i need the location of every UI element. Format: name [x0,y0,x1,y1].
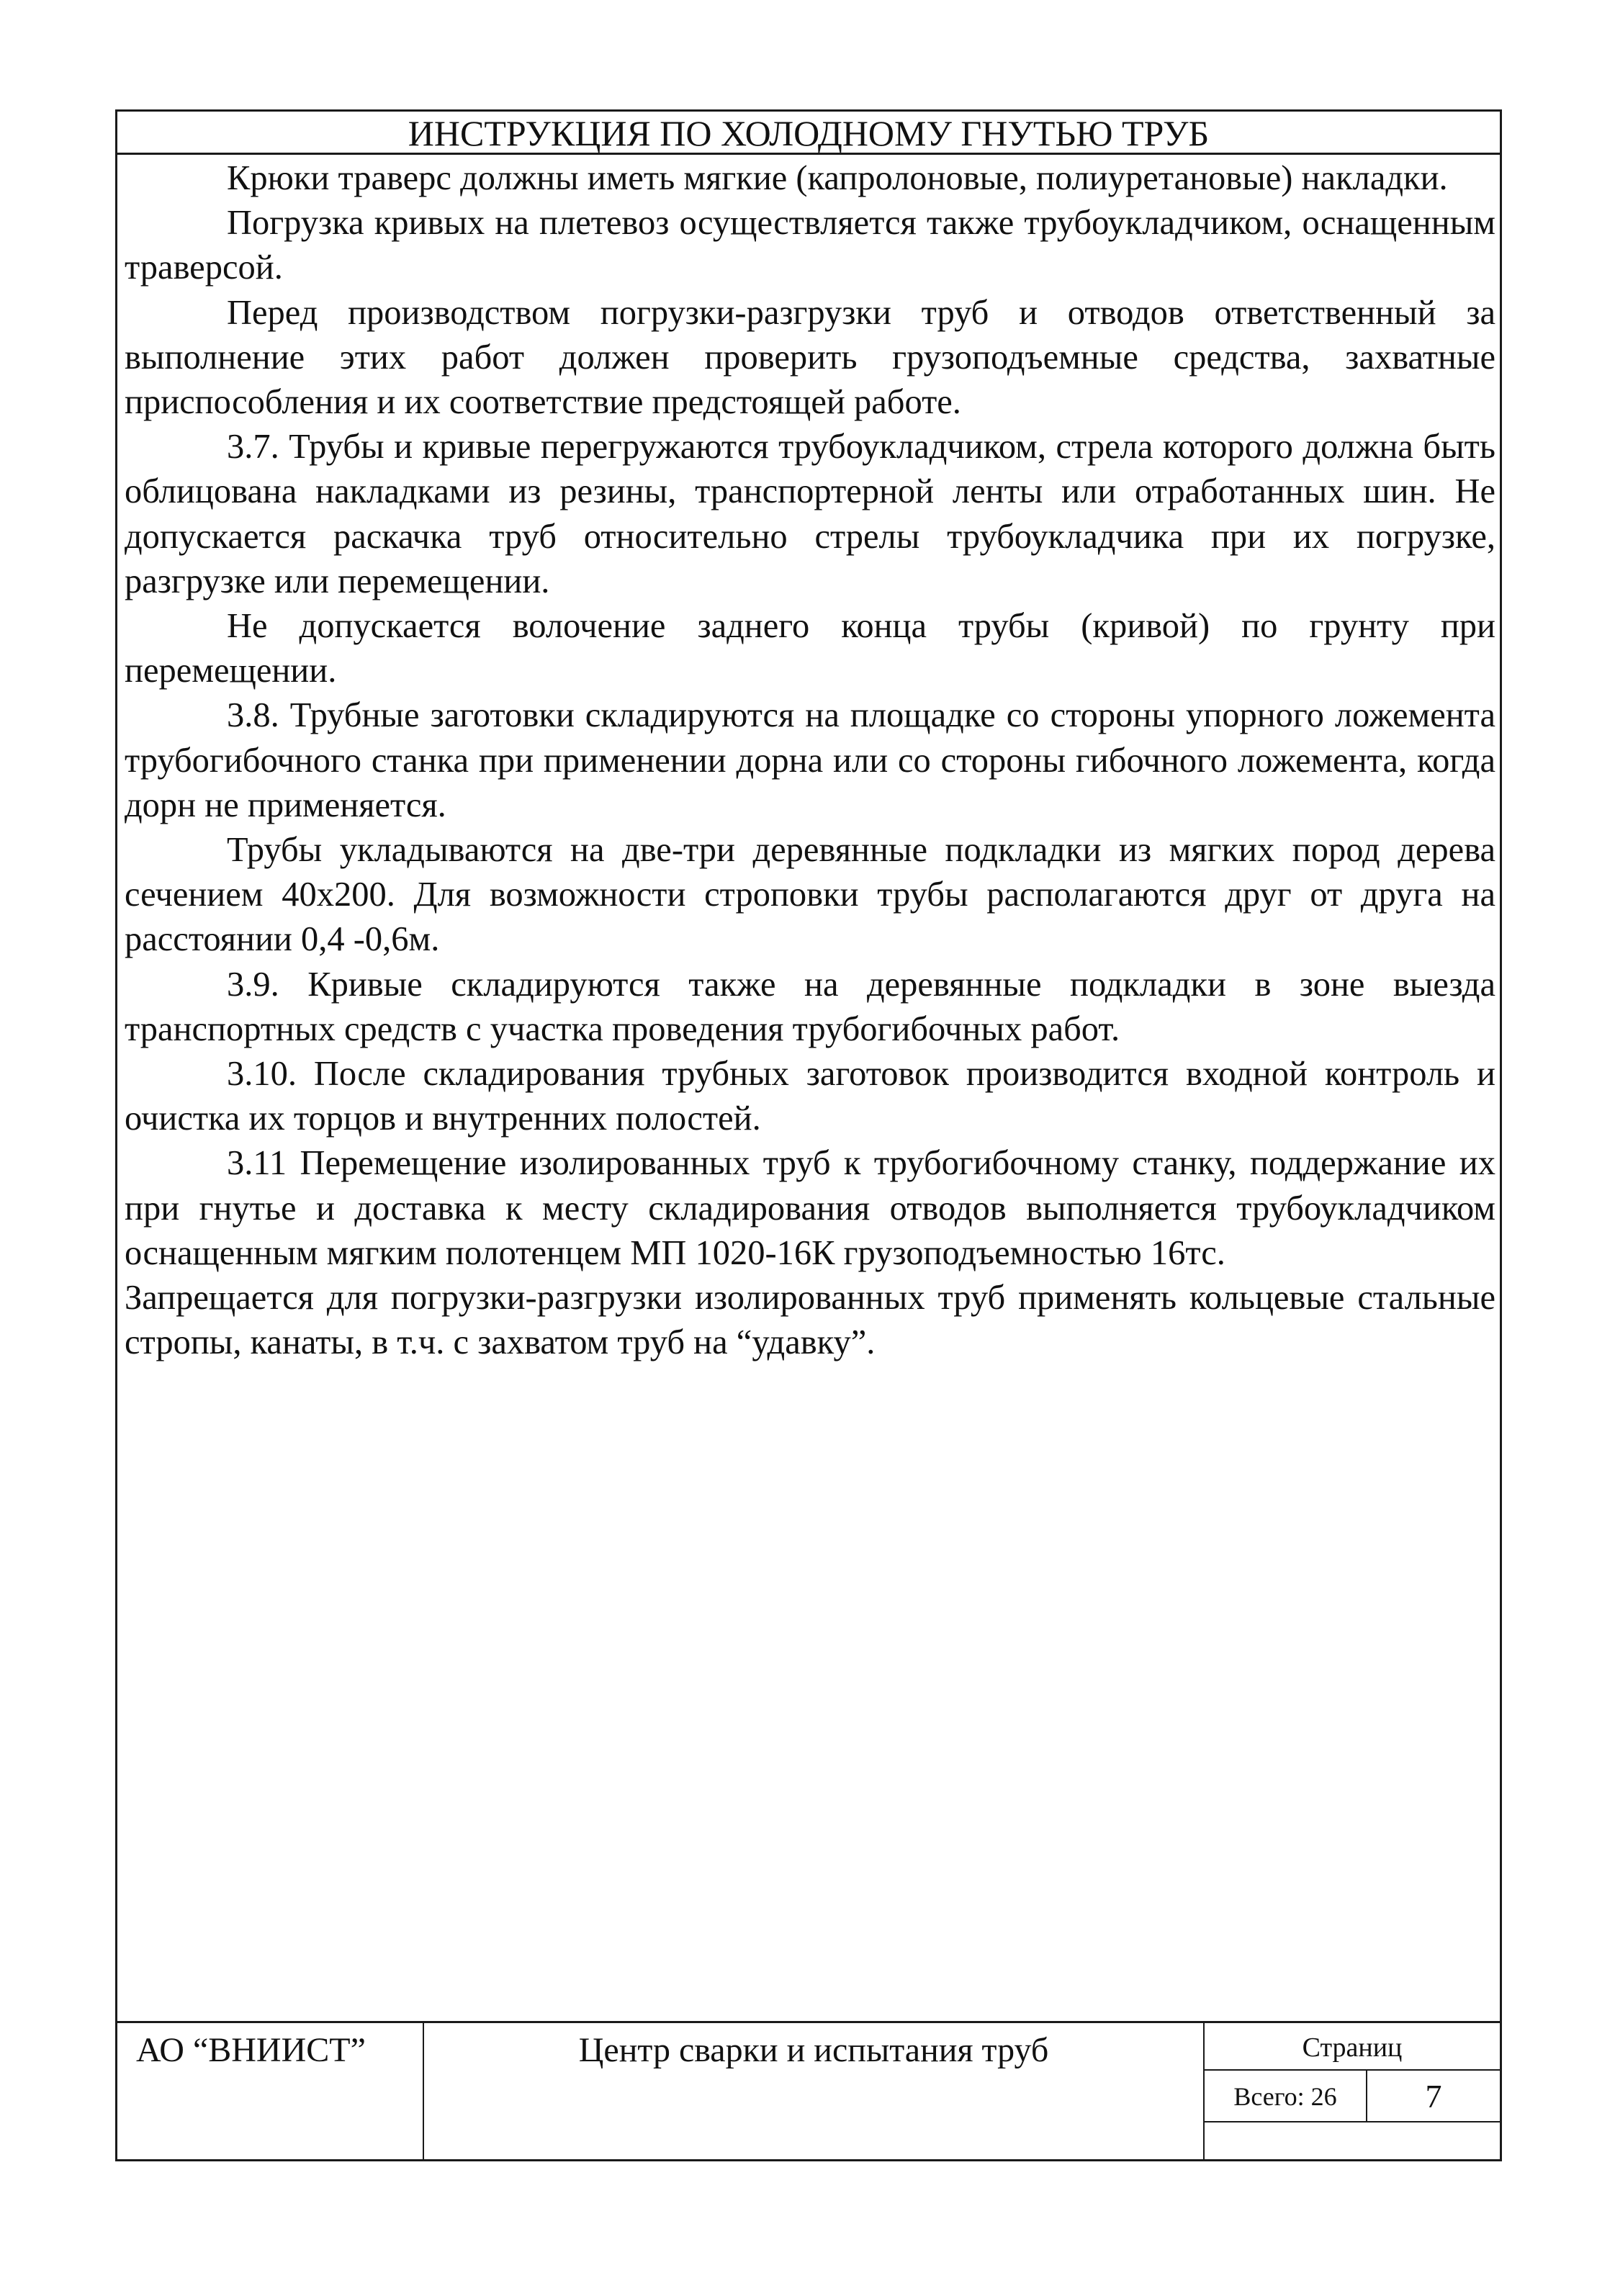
page-number: 7 [1367,2071,1500,2122]
pages-label: Страниц [1205,2023,1500,2071]
paragraph: Погрузка кривых на плетевоз осуществляется также трубоукладчиком, оснащенным траверсой. [125,204,1495,287]
paragraph: 3.11 Перемещение изолированных труб к трубогибочному станку, поддержание их при гнутье и доставка к месту складирования отводов выполняется трубоукладчиком оснащенным мягким полотенцем МП 1020-16К грузоподъемностью 16тс. [125,1144,1495,1272]
page-info [1205,2023,1500,2159]
paragraph: 3.10. После складирования трубных заготовок производится входной контроль и очистка их торцов и внутренних полостей. [125,1055,1495,1138]
paragraph: 3.8. Трубные заготовки складируются на площадке со стороны упорного ложемента трубогибочного станка при применении дорна или со стороны гибочного ложемента, когда дорн не применяется. [125,696,1495,824]
paragraph: Трубы укладываются на две-три деревянные подкладки из мягких пород дерева сечением 40х200. Для возможности строповки трубы располагаются друг от друга на расстоянии 0,4 -0,6м. [125,831,1495,959]
document-body [125,156,1495,1365]
document-title: ИНСТРУКЦИЯ ПО ХОЛОДНОМУ ГНУТЬЮ ТРУБ [117,112,1500,155]
paragraph: Крюки траверс должны иметь мягкие (капролоновые, полиуретановые) накладки. [227,159,1448,197]
document-frame [115,109,1502,2161]
total-pages: Всего: 26 [1205,2071,1367,2122]
paragraph: Перед производством погрузки-разгрузки труб и отводов ответственный за выполнение этих работ должен проверить грузоподъемные средства, захватные приспособления и их соответствие предстоящей работе. [125,293,1495,422]
paragraph: 3.9. Кривые складируются также на деревянные подкладки в зоне выезда транспортных средств с участка проведения трубогибочных работ. [125,965,1495,1048]
paragraph: Не допускается волочение заднего конца трубы (кривой) по грунту при перемещении. [125,607,1495,690]
department-name: Центр сварки и испытания труб [424,2023,1205,2159]
paragraph: Запрещается для погрузки-разгрузки изолированных труб применять кольцевые стальные стропы, канаты, в т.ч. с захватом труб на “удавку”. [125,1279,1495,1362]
organization-name: АО “ВНИИСТ” [117,2023,424,2159]
paragraph: 3.7. Трубы и кривые перегружаются трубоукладчиком, стрела которого должна быть облицована накладками из резины, транспортерной ленты или отработанных шин. Не допускается раскачка труб относительно стрелы трубоукладчика при их погрузке, разгрузке или перемещении. [125,428,1495,600]
title-block [117,2021,1500,2159]
